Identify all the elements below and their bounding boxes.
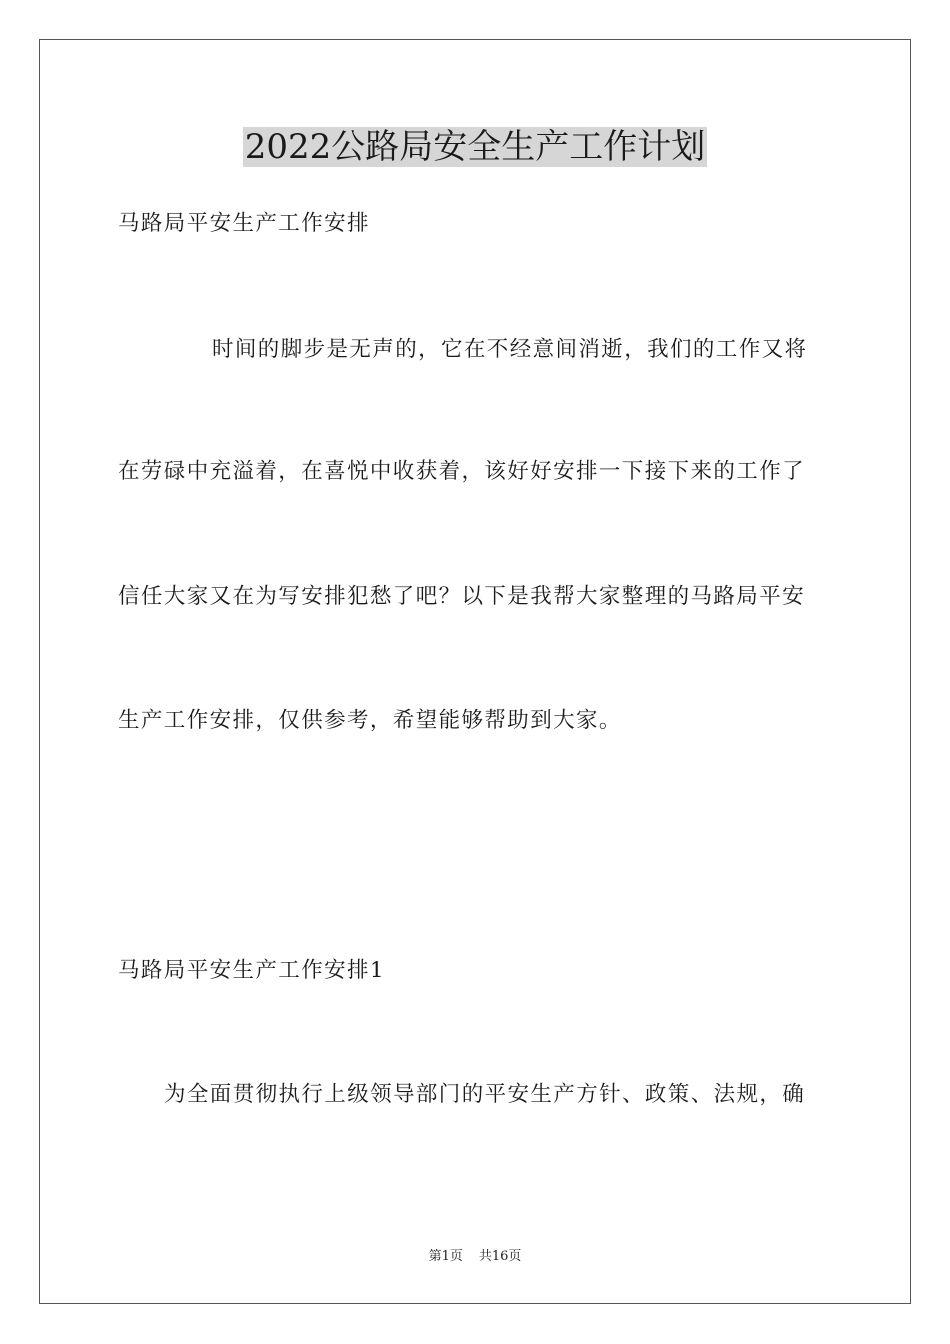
page-number: 第1页 — [428, 1249, 463, 1264]
document-subtitle: 马路局平安生产工作安排 — [118, 211, 370, 236]
document-title — [0, 124, 950, 170]
intro-line-2: 在劳碌中充溢着，在喜悦中收获着，该好好安排一下接下来的工作了 — [118, 459, 806, 484]
section-heading: 马路局平安生产工作安排1 — [118, 958, 385, 983]
page-footer — [0, 1248, 950, 1266]
intro-line-4: 生产工作安排，仅供参考，希望能够帮助到大家。 — [118, 708, 622, 733]
intro-line-3: 信任大家又在为写安排犯愁了吧？以下是我帮大家整理的马路局平安 — [118, 584, 806, 609]
intro-line-1: 时间的脚步是无声的，它在不经意间消逝，我们的工作又将 — [212, 337, 808, 362]
section-line-1: 为全面贯彻执行上级领导部门的平安生产方针、政策、法规，确 — [164, 1082, 806, 1107]
page-total: 共16页 — [478, 1249, 522, 1264]
document-title-text: 2022公路局安全生产工作计划 — [244, 127, 706, 167]
